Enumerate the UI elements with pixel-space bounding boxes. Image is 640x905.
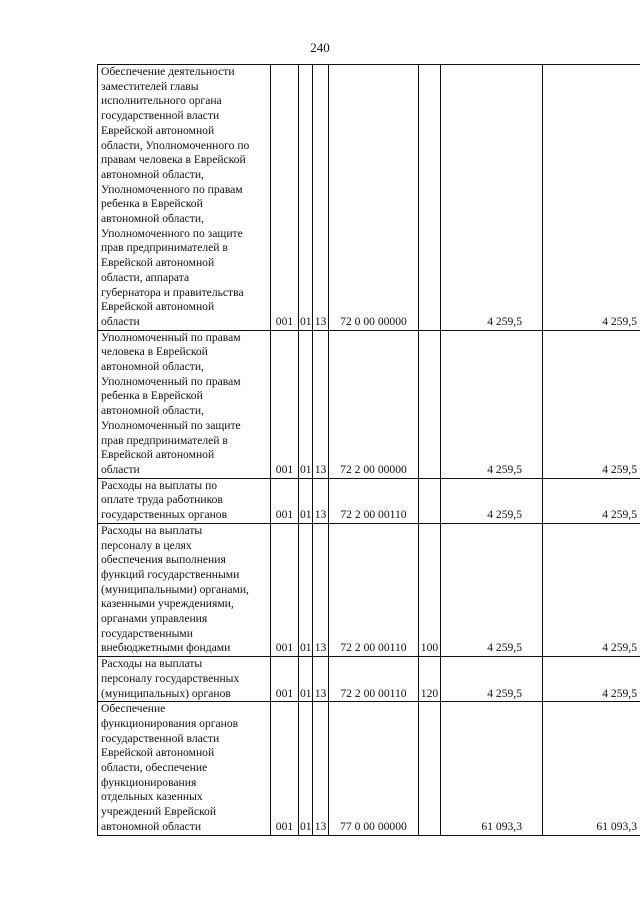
budget-table bbox=[97, 64, 640, 836]
ministry-code: 001 bbox=[271, 65, 299, 331]
subsection-code: 13 bbox=[313, 330, 329, 478]
subsection-code: 13 bbox=[313, 702, 329, 835]
expense-name-line: государственных органов bbox=[101, 508, 228, 522]
expense-name-line: области bbox=[101, 314, 140, 328]
article-code: 72 2 00 00110 bbox=[329, 478, 419, 523]
expense-name-line: Расходы на выплаты по bbox=[101, 478, 218, 492]
expense-name-line: автономной области, bbox=[101, 167, 204, 181]
amount-year-2: 4 259,5 bbox=[543, 478, 640, 523]
expense-name-line: области, аппарата bbox=[101, 270, 190, 284]
expense-name-line: государственной власти bbox=[101, 731, 220, 745]
expense-name-line: Уполномоченный по правам bbox=[101, 374, 241, 388]
amount-year-2: 61 093,3 bbox=[543, 702, 640, 835]
ministry-code: 001 bbox=[271, 330, 299, 478]
expense-name bbox=[98, 478, 271, 523]
expense-name-line: прав предпринимателей в bbox=[101, 433, 228, 447]
table-body bbox=[98, 65, 640, 836]
expense-name-line: функций государственными bbox=[101, 567, 240, 581]
expense-name-line: Еврейской автономной bbox=[101, 256, 215, 270]
expense-name-line: государственными bbox=[101, 626, 193, 640]
expense-name bbox=[98, 330, 271, 478]
amount-year-2: 4 259,5 bbox=[543, 65, 640, 331]
expense-type-code bbox=[419, 330, 441, 478]
section-code: 01 bbox=[299, 65, 313, 331]
expense-name bbox=[98, 657, 271, 702]
section-code: 01 bbox=[299, 657, 313, 702]
expense-name-line: Обеспечение bbox=[101, 702, 166, 716]
section-code: 01 bbox=[299, 523, 313, 656]
section-code: 01 bbox=[299, 478, 313, 523]
amount-year-2: 4 259,5 bbox=[543, 657, 640, 702]
amount-year-1: 4 259,5 bbox=[441, 523, 543, 656]
section-code: 01 bbox=[299, 702, 313, 835]
amount-year-1: 4 259,5 bbox=[441, 330, 543, 478]
expense-name-line: Обеспечение деятельности bbox=[101, 65, 235, 78]
expense-name-line: автономной области bbox=[101, 819, 202, 833]
expense-name-line: функционирования bbox=[101, 775, 197, 789]
article-code: 72 0 00 00000 bbox=[329, 65, 419, 331]
expense-name-line: человека в Еврейской bbox=[101, 345, 208, 359]
article-code: 77 0 00 00000 bbox=[329, 702, 419, 835]
expense-name-line: оплате труда работников bbox=[101, 493, 223, 507]
expense-name-line: заместителей главы bbox=[101, 79, 199, 93]
expense-name-line: (муниципальных) органов bbox=[101, 686, 231, 700]
expense-name bbox=[98, 523, 271, 656]
expense-name-line: Уполномоченного по защите bbox=[101, 226, 243, 240]
expense-name-line: Уполномоченный по правам bbox=[101, 330, 241, 344]
expense-type-code bbox=[419, 65, 441, 331]
page-number: 240 bbox=[310, 40, 330, 55]
expense-name bbox=[98, 65, 271, 331]
expense-name-line: Уполномоченного по правам bbox=[101, 182, 243, 196]
expense-name-line: автономной области, bbox=[101, 212, 204, 226]
expense-name-line: персоналу государственных bbox=[101, 671, 240, 685]
expense-name-line: правам человека в Еврейской bbox=[101, 153, 246, 167]
amount-year-1: 4 259,5 bbox=[441, 478, 543, 523]
table-row bbox=[98, 702, 640, 835]
table-row bbox=[98, 657, 640, 702]
expense-name-line: функционирования органов bbox=[101, 716, 239, 730]
expense-name-line: губернатора и правительства bbox=[101, 285, 244, 299]
expense-name bbox=[98, 702, 271, 835]
amount-year-2: 4 259,5 bbox=[543, 330, 640, 478]
expense-name-line: учреждений Еврейской bbox=[101, 805, 217, 819]
article-code: 72 2 00 00000 bbox=[329, 330, 419, 478]
expense-name-line: Расходы на выплаты bbox=[101, 657, 203, 671]
expense-name-line: прав предпринимателей в bbox=[101, 241, 228, 255]
table-row bbox=[98, 330, 640, 478]
amount-year-1: 61 093,3 bbox=[441, 702, 543, 835]
expense-name-line: области, Уполномоченного по bbox=[101, 138, 250, 152]
amount-year-2: 4 259,5 bbox=[543, 523, 640, 656]
expense-name-line: автономной области, bbox=[101, 360, 204, 374]
expense-name-line: Еврейской автономной bbox=[101, 123, 215, 137]
expense-type-code bbox=[419, 702, 441, 835]
expense-name-line: исполнительного органа bbox=[101, 94, 222, 108]
article-code: 72 2 00 00110 bbox=[329, 657, 419, 702]
ministry-code: 001 bbox=[271, 657, 299, 702]
expense-name-line: внебюджетными фондами bbox=[101, 641, 231, 655]
expense-name-line: государственной власти bbox=[101, 109, 220, 123]
subsection-code: 13 bbox=[313, 657, 329, 702]
expense-type-code: 100 bbox=[419, 523, 441, 656]
expense-name-line: Еврейской автономной bbox=[101, 300, 215, 314]
expense-name-line: органами управления bbox=[101, 612, 208, 626]
expense-name-line: казенными учреждениями, bbox=[101, 597, 234, 611]
expense-type-code bbox=[419, 478, 441, 523]
expense-name-line: автономной области, bbox=[101, 404, 204, 418]
table-row bbox=[98, 478, 640, 523]
amount-year-1: 4 259,5 bbox=[441, 657, 543, 702]
amount-year-1: 4 259,5 bbox=[441, 65, 543, 331]
ministry-code: 001 bbox=[271, 523, 299, 656]
expense-name-line: области, обеспечение bbox=[101, 761, 208, 775]
section-code: 01 bbox=[299, 330, 313, 478]
subsection-code: 13 bbox=[313, 65, 329, 331]
subsection-code: 13 bbox=[313, 523, 329, 656]
table-row bbox=[98, 65, 640, 331]
article-code: 72 2 00 00110 bbox=[329, 523, 419, 656]
expense-name-line: Еврейской автономной bbox=[101, 746, 215, 760]
expense-name-line: ребенка в Еврейской bbox=[101, 197, 203, 211]
expense-name-line: Еврейской автономной bbox=[101, 448, 215, 462]
table-row bbox=[98, 523, 640, 656]
expense-name-line: Уполномоченный по защите bbox=[101, 418, 241, 432]
expense-name-line: ребенка в Еврейской bbox=[101, 389, 203, 403]
expense-name-line: отдельных казенных bbox=[101, 790, 203, 804]
expense-name-line: Расходы на выплаты bbox=[101, 523, 203, 537]
expense-name-line: персоналу в целях bbox=[101, 538, 192, 552]
expense-name-line: (муниципальными) органами, bbox=[101, 582, 249, 596]
expense-name-line: обеспечения выполнения bbox=[101, 553, 226, 567]
expense-name-line: области bbox=[101, 462, 140, 476]
subsection-code: 13 bbox=[313, 478, 329, 523]
ministry-code: 001 bbox=[271, 478, 299, 523]
expense-type-code: 120 bbox=[419, 657, 441, 702]
ministry-code: 001 bbox=[271, 702, 299, 835]
